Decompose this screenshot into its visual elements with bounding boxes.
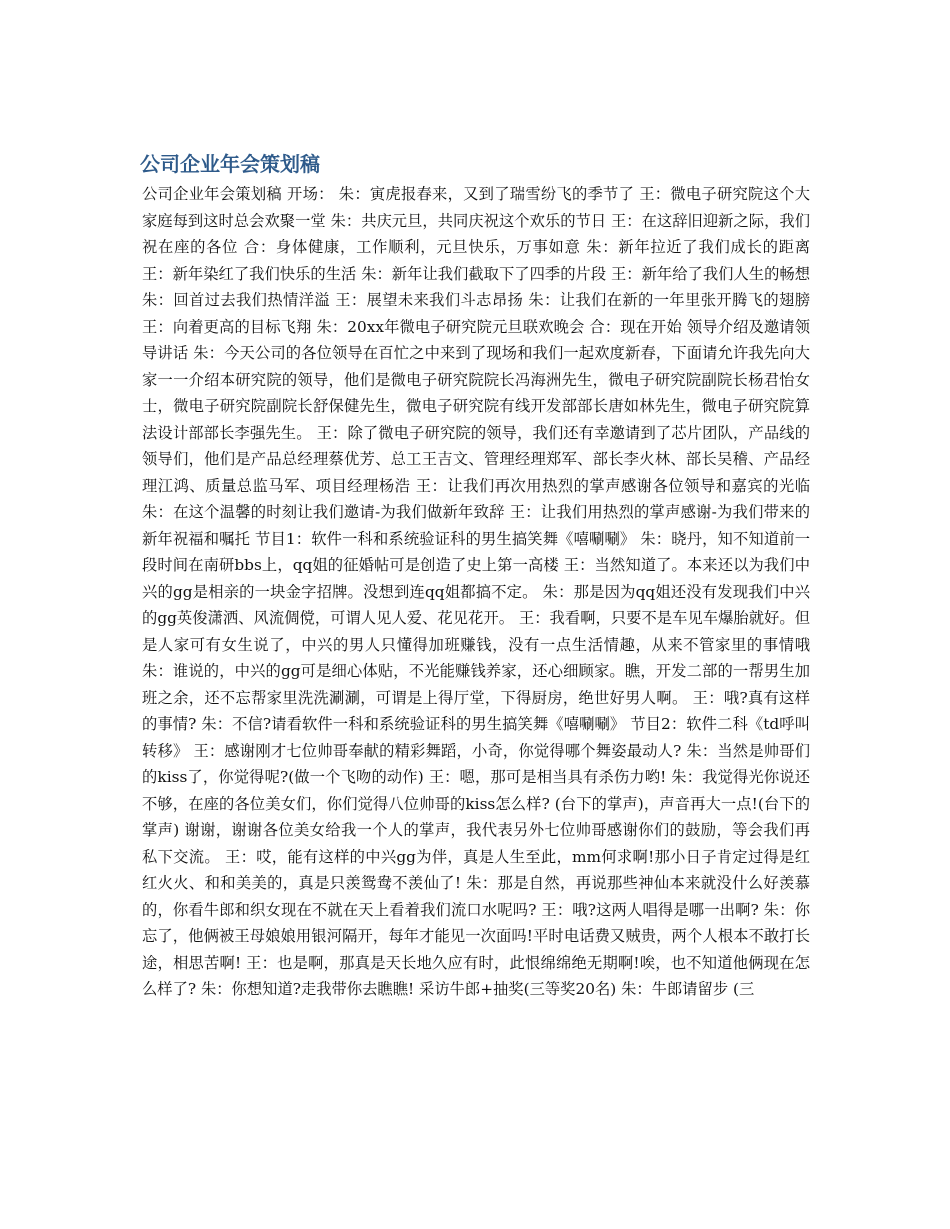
document-body: 公司企业年会策划稿 开场： 朱：寅虎报春来，又到了瑞雪纷飞的季节了 王：微电子研究院这个大家庭每到这时总会欢聚一堂 朱：共庆元旦，共同庆祝这个欢乐的节日 王：在这辞旧迎新之际，我们祝在座的各位 合：身体健康，工作顺利，元旦快乐，万事如意 朱：新年拉近了我们成长的距离 王：新年染红了我们快乐的生活 朱：新年让我们截取下了四季的片段 王：新年给了我们人生的畅想 朱：回首过去我们热情洋溢 王：展望未来我们斗志昂扬 朱：让我们在新的一年里张开腾飞的翅膀 王：向着更高的目标飞翔 朱：20xx年微电子研究院元旦联欢晚会 合：现在开始 领导介绍及邀请领导讲话 朱：今天公司的各位领导在百忙之中来到了现场和我们一起欢度新春，下面请允许我先向大家一一介绍本研究院的领导，他们是微电子研究院院长冯海洲先生，微电子研究院副院长杨君怡女士，微电子研究院副院长舒保健先生，微电子研究院有线开发部部长唐如林先生，微电子研究院算法设计部部长李强先生。 王：除了微电子研究院的领导，我们还有幸邀请到了芯片团队，产品线的领导们，他们是产品总经理蔡优芳、总工王吉文、管理经理郑军、部长李火林、部长吴稽、产品经理江鸿、质量总监马军、项目经理杨浩 王：让我们再次用热烈的掌声感谢各位领导和嘉宾的光临 朱：在这个温馨的时刻让我们邀请-为我们做新年致辞 王：让我们用热烈的掌声感谢-为我们带来的新年祝福和嘱托 节目1：软件一科和系统验证科的男生搞笑舞《嘻唰唰》 朱：晓丹，知不知道前一段时间在南研bbs上，qq姐的征婚帖可是创造了史上第一高楼 王：当然知道了。本来还以为我们中兴的gg是相亲的一块金字招牌。没想到连qq姐都搞不定。 朱：那是因为qq姐还没有发现我们中兴的gg英俊潇洒、风流倜傥，可谓人见人爱、花见花开。 王：我看啊，只要不是车见车爆胎就好。但是人家可有女生说了，中兴的男人只懂得加班赚钱，没有一点生活情趣，从来不管家里的事情哦 朱：谁说的，中兴的gg可是细心体贴，不光能赚钱养家，还心细顾家。瞧，开发二部的一帮男生加班之余，还不忘帮家里洗洗涮涮，可谓是上得厅堂，下得厨房，绝世好男人啊。 王：哦?真有这样的事情? 朱：不信?请看软件一科和系统验证科的男生搞笑舞《嘻唰唰》 节目2：软件二科《td呼叫转移》 王：感谢刚才七位帅哥奉献的精彩舞蹈，小奇，你觉得哪个舞姿最动人? 朱：当然是帅哥们的kiss了，你觉得呢?(做一个飞吻的动作) 王：嗯，那可是相当具有杀伤力哟! 朱：我觉得光你说还不够，在座的各位美女们，你们觉得八位帅哥的kiss怎么样? (台下的掌声)，声音再大一点!(台下的掌声) 谢谢，谢谢各位美女给我一个人的掌声，我代表另外七位帅哥感谢你们的鼓励，等会我们再私下交流。 王：哎，能有这样的中兴gg为伴，真是人生至此，mm何求啊!那小日子肯定过得是红红火火、和和美美的，真是只羡鸳鸯不羡仙了! 朱：那是自然，再说那些神仙本来就没什么好羡慕的，你看牛郎和织女现在不就在天上看着我们流口水呢吗? 王：哦?这两人唱得是哪一出啊? 朱：你忘了，他俩被王母娘娘用银河隔开，每年才能见一次面吗!平时电话费又贼贵，两个人根本不敢打长途，相思苦啊! 王：也是啊，那真是天长地久应有时，此恨绵绵绝无期啊!唉，也不知道他俩现在怎么样了? 朱：你想知道?走我带你去瞧瞧! 采访牛郎+抽奖(三等奖20名) 朱：牛郎请留步 (三 — [142, 185, 810, 998]
document-title: 公司企业年会策划稿 — [140, 152, 320, 176]
